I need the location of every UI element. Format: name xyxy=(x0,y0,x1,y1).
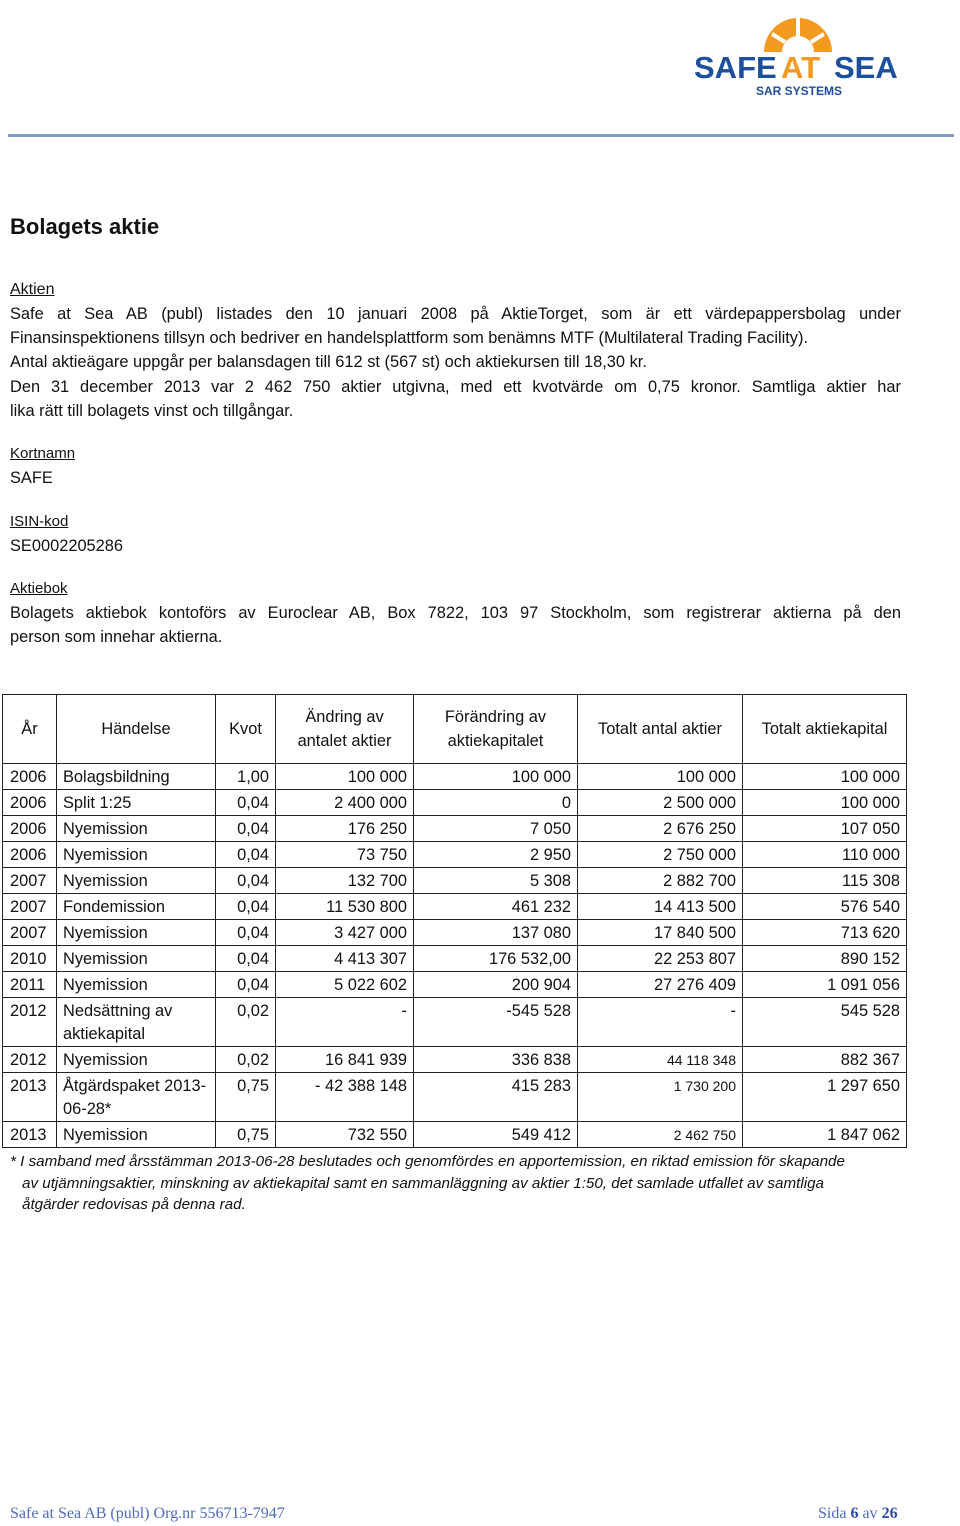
cell-event: Nyemission xyxy=(57,868,216,894)
header-year: År xyxy=(3,695,57,764)
footer-page-total: 26 xyxy=(881,1505,898,1522)
table-row xyxy=(3,868,907,894)
label-kortnamn: Kortnamn xyxy=(10,445,76,462)
aktien-line: Finansinspektionens tillsyn och bedriver en handelsplattform som benämns MTF (Multilateral Trading Facility). xyxy=(10,329,809,348)
cell-total-capital: 115 308 xyxy=(743,868,907,894)
logo-text-safe: SAFE xyxy=(694,50,777,85)
cell-total-capital: 882 367 xyxy=(743,1047,907,1073)
cell-year: 2013 xyxy=(3,1073,57,1122)
footer-page-indicator xyxy=(818,1503,898,1525)
aktien-line: Den 31 december 2013 var 2 462 750 aktier utgivna, med ett kvotvärde om 0,75 kronor. Samtliga aktier har xyxy=(10,377,901,396)
footer-page-number: 6 xyxy=(850,1505,859,1522)
cell-total-shares: 2 500 000 xyxy=(578,790,743,816)
cell-total-shares: 2 882 700 xyxy=(578,868,743,894)
cell-year: 2006 xyxy=(3,790,57,816)
cell-total-capital: 890 152 xyxy=(743,946,907,972)
cell-change-shares: - 42 388 148 xyxy=(276,1073,414,1122)
cell-total-shares: - xyxy=(578,998,743,1047)
value-kortnamn: SAFE xyxy=(10,469,53,487)
header-change-capital: Förändring av aktiekapitalet xyxy=(414,695,578,764)
cell-total-shares: 2 462 750 xyxy=(578,1122,743,1148)
cell-change-shares: 176 250 xyxy=(276,816,414,842)
table-row xyxy=(3,790,907,816)
aktien-paragraph xyxy=(10,302,901,423)
aktien-line: Antal aktieägare uppgår per balansdagen till 612 st (567 st) och aktiekursen till 18,30 kr. xyxy=(10,353,647,372)
company-logo xyxy=(692,6,904,98)
cell-total-shares: 2 676 250 xyxy=(578,816,743,842)
header-total-capital: Totalt aktiekapital xyxy=(743,695,907,764)
cell-change-shares: 100 000 xyxy=(276,764,414,790)
cell-total-capital: 110 000 xyxy=(743,842,907,868)
cell-change-shares: 132 700 xyxy=(276,868,414,894)
cell-total-shares: 1 730 200 xyxy=(578,1073,743,1122)
cell-change-shares: 732 550 xyxy=(276,1122,414,1148)
table-footnote xyxy=(10,1151,910,1216)
aktiebok-line: Bolagets aktiebok kontoförs av Euroclear AB, Box 7822, 103 97 Stockholm, som registrerar aktierna på den xyxy=(10,604,901,622)
cell-change-capital: 200 904 xyxy=(414,972,578,998)
cell-year: 2006 xyxy=(3,842,57,868)
header-divider xyxy=(8,134,954,137)
cell-kvot: 0,75 xyxy=(216,1122,276,1148)
cell-change-capital: -545 528 xyxy=(414,998,578,1047)
cell-total-shares: 2 750 000 xyxy=(578,842,743,868)
header-total-shares: Totalt antal aktier xyxy=(578,695,743,764)
aktiebok-line: person som innehar aktierna. xyxy=(10,628,223,647)
cell-event: Nyemission xyxy=(57,920,216,946)
aktien-line: lika rätt till bolagets vinst och tillgångar. xyxy=(10,401,294,420)
table-row xyxy=(3,920,907,946)
cell-change-shares: - xyxy=(276,998,414,1047)
cell-total-shares: 17 840 500 xyxy=(578,920,743,946)
cell-kvot: 0,02 xyxy=(216,1047,276,1073)
cell-total-capital: 107 050 xyxy=(743,816,907,842)
label-isin: ISIN-kod xyxy=(10,513,69,530)
cell-event: Nyemission xyxy=(57,816,216,842)
logo-text-sea: SEA xyxy=(834,50,898,85)
cell-total-capital: 545 528 xyxy=(743,998,907,1047)
cell-year: 2012 xyxy=(3,1047,57,1073)
header-event: Händelse xyxy=(57,695,216,764)
aktiebok-paragraph xyxy=(10,601,901,649)
cell-year: 2012 xyxy=(3,998,57,1047)
share-history-table xyxy=(2,694,907,1148)
share-history-table-wrapper xyxy=(2,694,906,1148)
cell-kvot: 0,02 xyxy=(216,998,276,1047)
cell-year: 2006 xyxy=(3,764,57,790)
cell-event: Nyemission xyxy=(57,1122,216,1148)
table-row xyxy=(3,972,907,998)
footnote-line: åtgärder redovisas på denna rad. xyxy=(22,1196,246,1213)
aktien-line: Safe at Sea AB (publ) listades den 10 januari 2008 på AktieTorget, som är ett värdepappersbolag under xyxy=(10,305,901,323)
cell-year: 2007 xyxy=(3,868,57,894)
cell-kvot: 0,04 xyxy=(216,816,276,842)
table-row xyxy=(3,816,907,842)
cell-year: 2011 xyxy=(3,972,57,998)
cell-kvot: 0,75 xyxy=(216,1073,276,1122)
table-row xyxy=(3,946,907,972)
cell-total-capital: 1 091 056 xyxy=(743,972,907,998)
cell-kvot: 0,04 xyxy=(216,868,276,894)
section-heading-aktien: Aktien xyxy=(10,281,55,298)
cell-change-shares: 5 022 602 xyxy=(276,972,414,998)
footer-company-info: Safe at Sea AB (publ) Org.nr 556713-7947 xyxy=(10,1505,285,1522)
cell-event: Bolagsbildning xyxy=(57,764,216,790)
cell-change-capital: 461 232 xyxy=(414,894,578,920)
cell-year: 2013 xyxy=(3,1122,57,1148)
cell-kvot: 0,04 xyxy=(216,894,276,920)
lifebuoy-icon xyxy=(764,18,832,52)
cell-kvot: 0,04 xyxy=(216,790,276,816)
cell-change-shares: 4 413 307 xyxy=(276,946,414,972)
cell-change-shares: 11 530 800 xyxy=(276,894,414,920)
cell-total-shares: 14 413 500 xyxy=(578,894,743,920)
cell-total-capital: 576 540 xyxy=(743,894,907,920)
cell-change-shares: 2 400 000 xyxy=(276,790,414,816)
footer-page-prefix: Sida xyxy=(818,1505,851,1522)
cell-change-capital: 415 283 xyxy=(414,1073,578,1122)
cell-total-shares: 44 118 348 xyxy=(578,1047,743,1073)
cell-event: Fondemission xyxy=(57,894,216,920)
logo-text-at: AT xyxy=(781,50,821,85)
cell-change-capital: 176 532,00 xyxy=(414,946,578,972)
cell-change-capital: 137 080 xyxy=(414,920,578,946)
table-row xyxy=(3,842,907,868)
cell-total-shares: 100 000 xyxy=(578,764,743,790)
header-kvot: Kvot xyxy=(216,695,276,764)
value-isin: SE0002205286 xyxy=(10,537,124,555)
cell-change-capital: 100 000 xyxy=(414,764,578,790)
cell-total-capital: 1 847 062 xyxy=(743,1122,907,1148)
cell-change-capital: 5 308 xyxy=(414,868,578,894)
cell-event: Nyemission xyxy=(57,946,216,972)
cell-total-shares: 22 253 807 xyxy=(578,946,743,972)
cell-event: Nedsättning av aktiekapital xyxy=(57,998,216,1047)
cell-year: 2010 xyxy=(3,946,57,972)
cell-total-capital: 1 297 650 xyxy=(743,1073,907,1122)
cell-total-capital: 100 000 xyxy=(743,790,907,816)
logo-subtext: SAR SYSTEMS xyxy=(756,84,843,98)
cell-change-capital: 0 xyxy=(414,790,578,816)
cell-kvot: 0,04 xyxy=(216,972,276,998)
table-row xyxy=(3,998,907,1047)
cell-kvot: 1,00 xyxy=(216,764,276,790)
table-row xyxy=(3,894,907,920)
cell-event: Nyemission xyxy=(57,1047,216,1073)
cell-change-capital: 2 950 xyxy=(414,842,578,868)
cell-event: Åtgärdspaket 2013-06-28* xyxy=(57,1073,216,1122)
cell-total-shares: 27 276 409 xyxy=(578,972,743,998)
cell-total-capital: 100 000 xyxy=(743,764,907,790)
cell-event: Nyemission xyxy=(57,972,216,998)
header-change-shares: Ändring av antalet aktier xyxy=(276,695,414,764)
cell-change-capital: 7 050 xyxy=(414,816,578,842)
cell-year: 2007 xyxy=(3,920,57,946)
table-row xyxy=(3,764,907,790)
cell-change-capital: 336 838 xyxy=(414,1047,578,1073)
page-title: Bolagets aktie xyxy=(10,214,160,239)
cell-year: 2007 xyxy=(3,894,57,920)
table-header-row xyxy=(3,695,907,764)
footer-page-mid: av xyxy=(858,1505,882,1522)
cell-event: Split 1:25 xyxy=(57,790,216,816)
table-row xyxy=(3,1122,907,1148)
footnote-line: * I samband med årsstämman 2013-06-28 beslutades och genomfördes en apportemission, en riktad emission för skapande xyxy=(10,1153,845,1170)
cell-kvot: 0,04 xyxy=(216,946,276,972)
cell-change-shares: 16 841 939 xyxy=(276,1047,414,1073)
label-aktiebok: Aktiebok xyxy=(10,580,68,597)
cell-change-capital: 549 412 xyxy=(414,1122,578,1148)
cell-total-capital: 713 620 xyxy=(743,920,907,946)
cell-year: 2006 xyxy=(3,816,57,842)
table-row xyxy=(3,1047,907,1073)
cell-event: Nyemission xyxy=(57,842,216,868)
cell-kvot: 0,04 xyxy=(216,920,276,946)
cell-change-shares: 3 427 000 xyxy=(276,920,414,946)
cell-change-shares: 73 750 xyxy=(276,842,414,868)
cell-kvot: 0,04 xyxy=(216,842,276,868)
footnote-line: av utjämningsaktier, minskning av aktiekapital samt en sammanläggning av aktier 1:50, det samlade utfallet av samtliga xyxy=(22,1174,824,1192)
table-row xyxy=(3,1073,907,1122)
